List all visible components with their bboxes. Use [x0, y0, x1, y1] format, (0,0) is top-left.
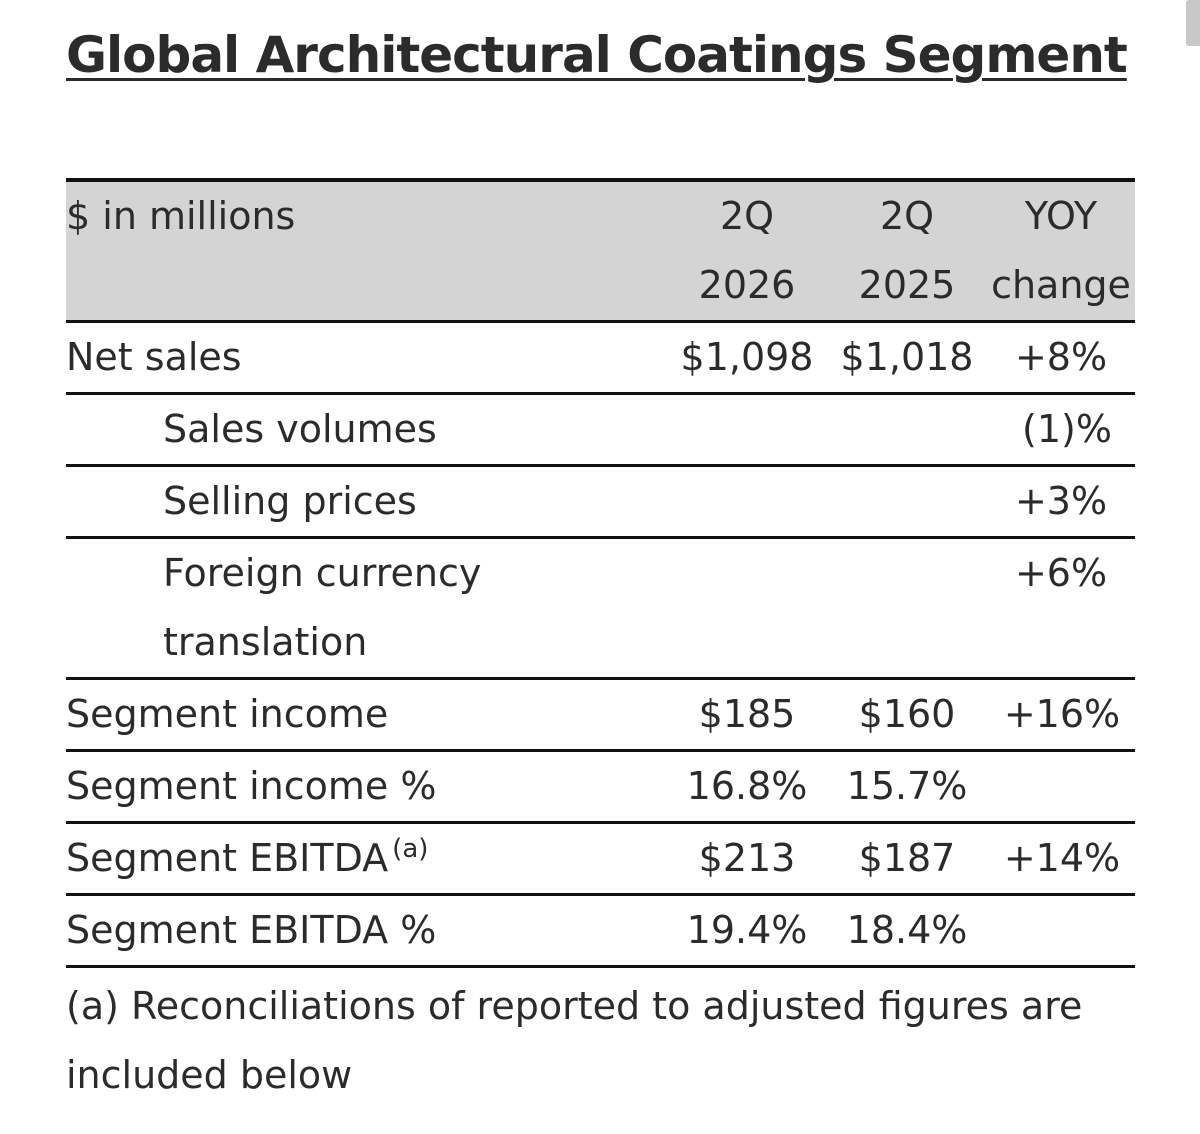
row-label-line1: Foreign currency	[163, 551, 482, 595]
value-2q-2025	[827, 539, 987, 677]
table-row-net-sales	[66, 323, 1135, 395]
table-row-selling-prices	[66, 467, 1135, 539]
table-row-sales-volumes	[66, 395, 1135, 467]
value-yoy: +16%	[1003, 692, 1121, 736]
value-2q-2025: 15.7%	[846, 764, 968, 808]
row-label-text: Segment EBITDA	[66, 836, 389, 880]
header-units-label: $ in millions	[66, 194, 296, 238]
value-2q-2026: $213	[698, 836, 796, 880]
row-label: Net sales	[66, 335, 242, 379]
footnote-marker: (a)	[392, 834, 429, 864]
value-yoy: +14%	[1003, 836, 1121, 880]
value-2q-2026: 16.8%	[686, 764, 808, 808]
header-yoy-line2: change	[991, 263, 1131, 307]
row-label	[66, 824, 667, 893]
row-label: Segment income	[66, 692, 389, 736]
table-row-foreign-currency	[66, 539, 1135, 680]
row-label: Sales volumes	[163, 407, 437, 451]
value-2q-2026	[667, 467, 827, 536]
value-2q-2025: $160	[858, 692, 956, 736]
value-yoy	[987, 752, 1135, 821]
scrollbar-thumb[interactable]	[1186, 0, 1200, 46]
table-header-row	[66, 178, 1135, 323]
value-2q-2026	[667, 395, 827, 464]
value-2q-2025: $187	[858, 836, 956, 880]
row-label: Segment income %	[66, 764, 437, 808]
segment-table	[66, 178, 1135, 968]
table-row-segment-ebitda	[66, 824, 1135, 896]
value-yoy: +6%	[1014, 551, 1108, 595]
value-yoy: +8%	[1014, 335, 1108, 379]
value-2q-2025: $1,018	[840, 335, 974, 379]
value-yoy	[987, 896, 1135, 965]
value-yoy: +3%	[1014, 479, 1108, 523]
value-2q-2026: 19.4%	[686, 908, 808, 952]
header-2q-2026	[667, 182, 827, 320]
row-label	[66, 539, 667, 677]
header-2q-2026-line2: 2026	[698, 263, 796, 307]
value-2q-2026	[667, 539, 827, 677]
value-2q-2025	[827, 395, 987, 464]
header-2q-2026-line1: 2Q	[719, 194, 775, 238]
table-row-segment-ebitda-pct	[66, 896, 1135, 968]
row-label: Selling prices	[163, 479, 417, 523]
value-2q-2026: $185	[698, 692, 796, 736]
table-row-segment-income-pct	[66, 752, 1135, 824]
row-label: Segment EBITDA %	[66, 908, 437, 952]
header-yoy-line1: YOY	[1024, 194, 1098, 238]
row-label-line2: translation	[163, 620, 368, 664]
page-title: Global Architectural Coatings Segment	[66, 26, 1127, 84]
value-2q-2025: 18.4%	[846, 908, 968, 952]
value-yoy: (1)%	[1022, 407, 1112, 451]
header-2q-2025	[827, 182, 987, 320]
header-2q-2025-line1: 2Q	[879, 194, 935, 238]
value-2q-2025	[827, 467, 987, 536]
header-yoy-change	[987, 182, 1135, 320]
footnote: (a) Reconciliations of reported to adjusted figures are included below	[66, 984, 1083, 1097]
table-row-segment-income	[66, 680, 1135, 752]
value-2q-2026: $1,098	[680, 335, 814, 379]
header-2q-2025-line2: 2025	[858, 263, 956, 307]
